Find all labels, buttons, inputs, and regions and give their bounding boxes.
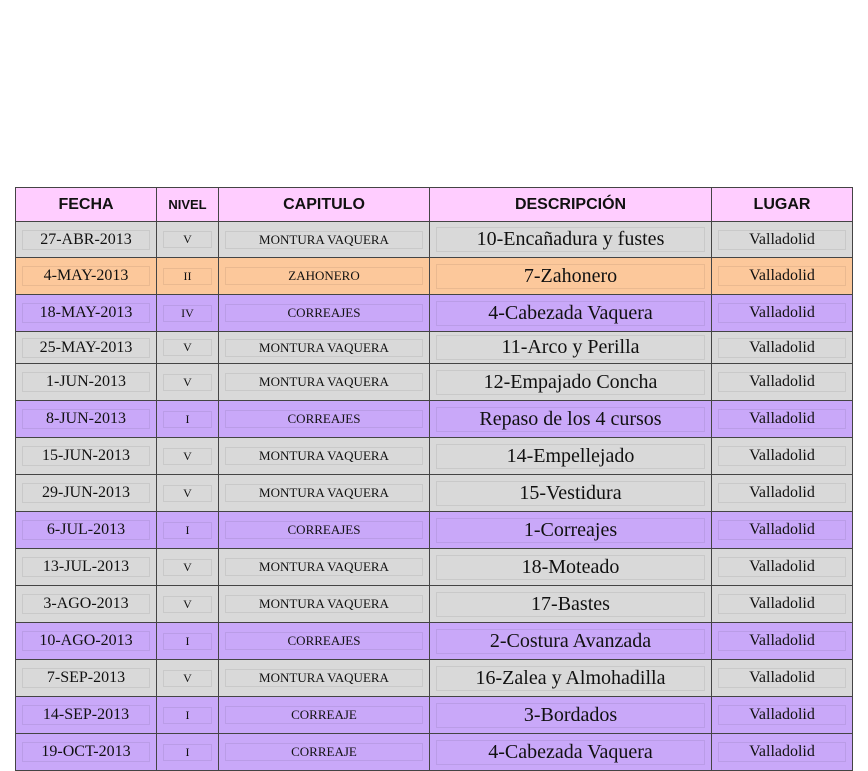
table-row bbox=[16, 438, 853, 475]
table-row bbox=[16, 295, 853, 332]
cell-fecha-text: 3-AGO-2013 bbox=[22, 594, 150, 614]
cell-fecha-text: 15-JUN-2013 bbox=[22, 446, 150, 466]
cell-descripcion bbox=[430, 438, 712, 475]
cell-capitulo bbox=[219, 258, 430, 295]
cell-nivel bbox=[157, 623, 219, 660]
cell-nivel-text: I bbox=[163, 411, 212, 428]
cell-descripcion-text: 14-Empellejado bbox=[436, 444, 705, 469]
cell-nivel bbox=[157, 549, 219, 586]
cell-descripcion-text: 2-Costura Avanzada bbox=[436, 629, 705, 654]
cell-nivel bbox=[157, 364, 219, 401]
cell-capitulo bbox=[219, 401, 430, 438]
cell-descripcion-text: 16-Zalea y Almohadilla bbox=[436, 666, 705, 691]
cell-nivel-text: I bbox=[163, 522, 212, 539]
cell-nivel bbox=[157, 586, 219, 623]
cell-nivel-text: V bbox=[163, 374, 212, 391]
cell-nivel-text: V bbox=[163, 559, 212, 576]
cell-fecha bbox=[16, 586, 157, 623]
cell-nivel bbox=[157, 438, 219, 475]
cell-lugar-text: Valladolid bbox=[718, 446, 846, 466]
cell-capitulo-text: MONTURA VAQUERA bbox=[225, 373, 423, 391]
cell-descripcion-text: 4-Cabezada Vaquera bbox=[436, 301, 705, 326]
cell-fecha bbox=[16, 549, 157, 586]
cell-nivel bbox=[157, 222, 219, 258]
cell-fecha bbox=[16, 512, 157, 549]
cell-fecha-text: 19-OCT-2013 bbox=[22, 742, 150, 762]
cell-descripcion bbox=[430, 475, 712, 512]
table-row bbox=[16, 475, 853, 512]
table-row bbox=[16, 549, 853, 586]
cell-lugar bbox=[712, 734, 853, 771]
cell-fecha bbox=[16, 438, 157, 475]
table-body bbox=[16, 222, 853, 771]
cell-descripcion bbox=[430, 549, 712, 586]
cell-lugar-text: Valladolid bbox=[718, 303, 846, 323]
cell-fecha bbox=[16, 222, 157, 258]
cell-capitulo bbox=[219, 734, 430, 771]
cell-descripcion-text: Repaso de los 4 cursos bbox=[436, 407, 705, 432]
cell-capitulo bbox=[219, 512, 430, 549]
cell-fecha-text: 1-JUN-2013 bbox=[22, 372, 150, 392]
header-capitulo: CAPITULO bbox=[219, 188, 430, 222]
cell-nivel-text: I bbox=[163, 633, 212, 650]
cell-descripcion-text: 4-Cabezada Vaquera bbox=[436, 740, 705, 765]
table-row bbox=[16, 734, 853, 771]
header-row bbox=[16, 188, 853, 222]
cell-descripcion-text: 12-Empajado Concha bbox=[436, 370, 705, 395]
cell-lugar bbox=[712, 697, 853, 734]
cell-nivel bbox=[157, 512, 219, 549]
cell-capitulo bbox=[219, 295, 430, 332]
cell-fecha bbox=[16, 332, 157, 364]
cell-lugar-text: Valladolid bbox=[718, 338, 846, 358]
cell-capitulo-text: CORREAJES bbox=[225, 632, 423, 650]
cell-lugar bbox=[712, 586, 853, 623]
cell-lugar-text: Valladolid bbox=[718, 742, 846, 762]
cell-fecha-text: 25-MAY-2013 bbox=[22, 338, 150, 358]
cell-fecha-text: 14-SEP-2013 bbox=[22, 705, 150, 725]
cell-lugar-text: Valladolid bbox=[718, 372, 846, 392]
cell-nivel bbox=[157, 475, 219, 512]
cell-descripcion bbox=[430, 332, 712, 364]
cell-lugar-text: Valladolid bbox=[718, 594, 846, 614]
cell-lugar bbox=[712, 401, 853, 438]
table-row bbox=[16, 258, 853, 295]
cell-descripcion bbox=[430, 697, 712, 734]
cell-capitulo bbox=[219, 438, 430, 475]
cell-nivel bbox=[157, 697, 219, 734]
cell-nivel-text: V bbox=[163, 670, 212, 687]
cell-fecha bbox=[16, 623, 157, 660]
cell-capitulo bbox=[219, 586, 430, 623]
cell-lugar-text: Valladolid bbox=[718, 668, 846, 688]
cell-capitulo bbox=[219, 623, 430, 660]
cell-nivel-text: V bbox=[163, 485, 212, 502]
cell-fecha-text: 4-MAY-2013 bbox=[22, 266, 150, 286]
cell-fecha-text: 29-JUN-2013 bbox=[22, 483, 150, 503]
cell-nivel bbox=[157, 332, 219, 364]
cell-nivel-text: IV bbox=[163, 305, 212, 322]
cell-lugar bbox=[712, 475, 853, 512]
cell-descripcion-text: 17-Bastes bbox=[436, 592, 705, 617]
cell-capitulo bbox=[219, 222, 430, 258]
cell-lugar-text: Valladolid bbox=[718, 483, 846, 503]
cell-nivel bbox=[157, 258, 219, 295]
cell-fecha bbox=[16, 660, 157, 697]
cell-fecha-text: 6-JUL-2013 bbox=[22, 520, 150, 540]
cell-capitulo-text: CORREAJE bbox=[225, 743, 423, 761]
cell-nivel-text: V bbox=[163, 596, 212, 613]
cell-fecha bbox=[16, 401, 157, 438]
cell-capitulo-text: CORREAJES bbox=[225, 521, 423, 539]
cell-descripcion-text: 11-Arco y Perilla bbox=[436, 335, 705, 360]
cell-fecha bbox=[16, 697, 157, 734]
cell-lugar bbox=[712, 295, 853, 332]
cell-capitulo-text: MONTURA VAQUERA bbox=[225, 484, 423, 502]
header-lugar: LUGAR bbox=[712, 188, 853, 222]
cell-capitulo-text: MONTURA VAQUERA bbox=[225, 231, 423, 249]
cell-descripcion bbox=[430, 586, 712, 623]
cell-nivel-text: V bbox=[163, 231, 212, 248]
cell-fecha-text: 18-MAY-2013 bbox=[22, 303, 150, 323]
schedule-table bbox=[15, 187, 853, 771]
cell-capitulo-text: CORREAJE bbox=[225, 706, 423, 724]
cell-fecha-text: 8-JUN-2013 bbox=[22, 409, 150, 429]
cell-capitulo bbox=[219, 475, 430, 512]
table-row bbox=[16, 222, 853, 258]
cell-fecha bbox=[16, 475, 157, 512]
cell-lugar bbox=[712, 258, 853, 295]
header-fecha: FECHA bbox=[16, 188, 157, 222]
cell-lugar bbox=[712, 549, 853, 586]
cell-descripcion-text: 15-Vestidura bbox=[436, 481, 705, 506]
cell-lugar-text: Valladolid bbox=[718, 631, 846, 651]
cell-descripcion-text: 18-Moteado bbox=[436, 555, 705, 580]
table-row bbox=[16, 586, 853, 623]
cell-capitulo-text: MONTURA VAQUERA bbox=[225, 447, 423, 465]
cell-descripcion bbox=[430, 512, 712, 549]
cell-nivel bbox=[157, 660, 219, 697]
cell-capitulo-text: MONTURA VAQUERA bbox=[225, 339, 423, 357]
cell-descripcion bbox=[430, 401, 712, 438]
cell-descripcion bbox=[430, 623, 712, 660]
cell-capitulo bbox=[219, 332, 430, 364]
cell-lugar-text: Valladolid bbox=[718, 705, 846, 725]
table-row bbox=[16, 512, 853, 549]
table-row bbox=[16, 332, 853, 364]
cell-lugar bbox=[712, 512, 853, 549]
cell-nivel-text: I bbox=[163, 744, 212, 761]
cell-lugar bbox=[712, 660, 853, 697]
cell-nivel bbox=[157, 401, 219, 438]
cell-descripcion-text: 10-Encañadura y fustes bbox=[436, 227, 705, 252]
cell-capitulo-text: CORREAJES bbox=[225, 304, 423, 322]
cell-nivel-text: V bbox=[163, 339, 212, 356]
table-row bbox=[16, 623, 853, 660]
cell-fecha-text: 7-SEP-2013 bbox=[22, 668, 150, 688]
cell-lugar-text: Valladolid bbox=[718, 409, 846, 429]
cell-lugar bbox=[712, 222, 853, 258]
cell-nivel bbox=[157, 295, 219, 332]
cell-lugar-text: Valladolid bbox=[718, 520, 846, 540]
cell-capitulo-text: MONTURA VAQUERA bbox=[225, 595, 423, 613]
cell-descripcion bbox=[430, 295, 712, 332]
cell-nivel-text: II bbox=[163, 268, 212, 285]
cell-fecha bbox=[16, 258, 157, 295]
cell-capitulo bbox=[219, 697, 430, 734]
cell-capitulo-text: MONTURA VAQUERA bbox=[225, 558, 423, 576]
cell-capitulo-text: MONTURA VAQUERA bbox=[225, 669, 423, 687]
cell-descripcion bbox=[430, 258, 712, 295]
table-row bbox=[16, 364, 853, 401]
table-row bbox=[16, 401, 853, 438]
cell-descripcion bbox=[430, 660, 712, 697]
cell-fecha-text: 13-JUL-2013 bbox=[22, 557, 150, 577]
cell-fecha bbox=[16, 364, 157, 401]
cell-lugar bbox=[712, 364, 853, 401]
cell-fecha-text: 27-ABR-2013 bbox=[22, 230, 150, 250]
cell-capitulo-text: CORREAJES bbox=[225, 410, 423, 428]
cell-lugar bbox=[712, 623, 853, 660]
cell-lugar-text: Valladolid bbox=[718, 266, 846, 286]
cell-nivel bbox=[157, 734, 219, 771]
cell-lugar-text: Valladolid bbox=[718, 557, 846, 577]
cell-lugar-text: Valladolid bbox=[718, 230, 846, 250]
cell-nivel-text: V bbox=[163, 448, 212, 465]
cell-fecha-text: 10-AGO-2013 bbox=[22, 631, 150, 651]
cell-nivel-text: I bbox=[163, 707, 212, 724]
cell-capitulo bbox=[219, 364, 430, 401]
cell-descripcion bbox=[430, 734, 712, 771]
table-row bbox=[16, 697, 853, 734]
cell-capitulo bbox=[219, 660, 430, 697]
cell-descripcion-text: 3-Bordados bbox=[436, 703, 705, 728]
header-nivel: NIVEL bbox=[157, 188, 219, 222]
header-descripcion: DESCRIPCIÓN bbox=[430, 188, 712, 222]
cell-descripcion bbox=[430, 222, 712, 258]
cell-lugar bbox=[712, 438, 853, 475]
cell-descripcion-text: 1-Correajes bbox=[436, 518, 705, 543]
cell-lugar bbox=[712, 332, 853, 364]
cell-capitulo-text: ZAHONERO bbox=[225, 267, 423, 285]
cell-capitulo bbox=[219, 549, 430, 586]
cell-descripcion bbox=[430, 364, 712, 401]
cell-fecha bbox=[16, 295, 157, 332]
table-row bbox=[16, 660, 853, 697]
cell-descripcion-text: 7-Zahonero bbox=[436, 264, 705, 289]
cell-fecha bbox=[16, 734, 157, 771]
